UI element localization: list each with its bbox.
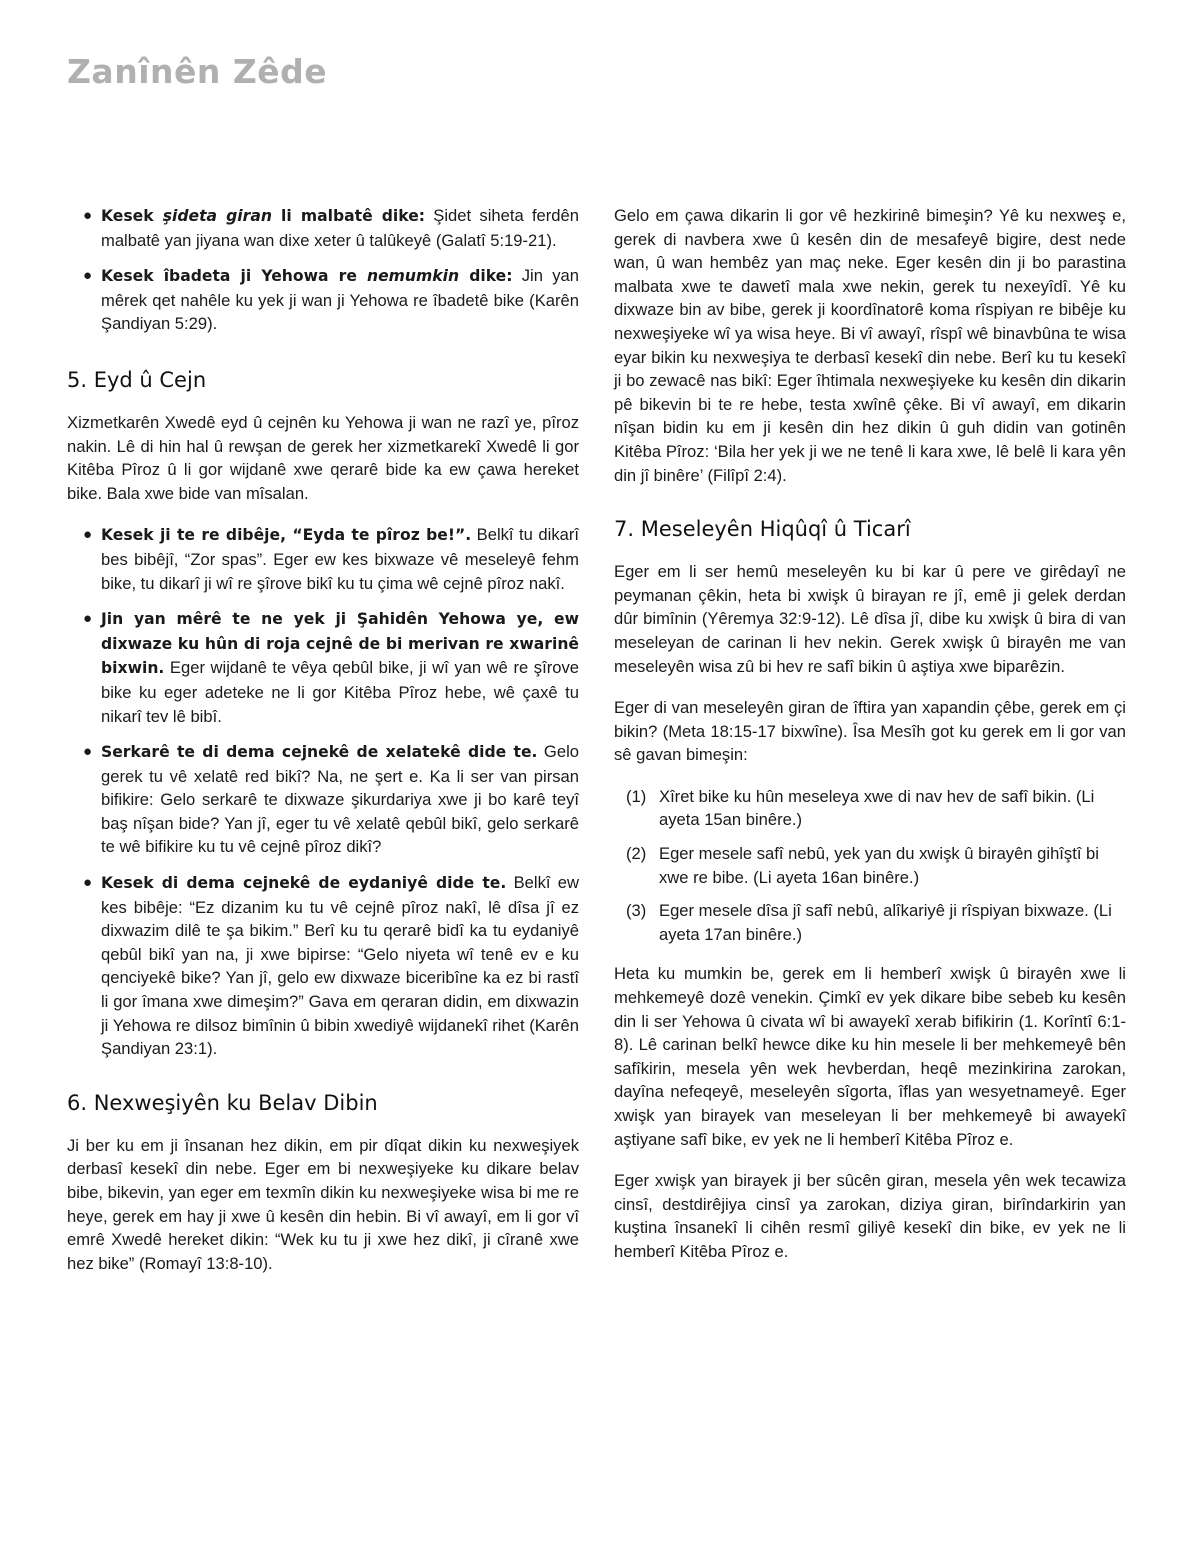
paragraph: Ji ber ku em ji însanan hez dikin, em pir dîqat dikin ku nexweşiyek derbasî kesekî din nebe. Eger em bi nexweşiyeke ku dikare belav bibe, bikevin, yan eger em texmîn dikin ku nexweşiyeke wisa bi me re heye, gerek em hay ji xwe û kesên din hebin. Bi vî awayî, em li gor vî emrê Xwedê hereket dikin: “Wek ku tu ji xwe hez dikî, ji cîranê xwe hez bike” (Romayî 13:8-10). [67,1135,579,1273]
bullet-lead: Kesek ji te re dibêje, “Eyda te pîroz be!”. [101,526,472,545]
bullet-icon: ● [83,267,93,285]
list-item [81,740,579,859]
bullet-lead: Serkarê te di dema cejnekê de xelatekê dide te. [101,743,538,762]
list-item [626,842,1126,889]
bullet-text: Eger wijdanê te vêya qebûl bike, ji wî yan wê re şîrove bike ku eger adeteke ne li gor Kitêba Pîroz hebe, wê çaxê tu nikarî tev lê bibî. [101,658,579,726]
section-heading: 6. Nexweşiyên ku Belav Dibin [67,1090,378,1115]
list-item [81,607,579,728]
step-text: Eger mesele safî nebû, yek yan du xwişk û birayên gihîştî bi xwe re bibe. (Li ayeta 16an binêre.) [659,844,1099,887]
bullet-lead: Jin yan mêrê te ne yek ji Şahidên Yehowa ye, ew dixwaze ku hûn di roja cejnê de bi merivan re xwarinê bixwin. [101,610,579,678]
paragraph: Eger xwişk yan birayek ji ber sûcên giran, mesela yên wek tecawiza cinsî, destdirêjiya cinsî ya zarokan, diziya giran, birîndarkirin yan kuştina însanekî li cihên resmî giliyê kesekî din bike, ev yek ne li hemberî Kitêba Pîroz e. [614,1171,1126,1261]
bullet-lead: Kesek şideta giran li malbatê dike: [101,207,426,225]
list-item [81,264,579,336]
list-item [81,871,579,1061]
section-heading: 7. Meseleyên Hiqûqî û Ticarî [614,517,911,542]
list-item [81,204,579,252]
section-heading: 5. Eyd û Cejn [67,367,207,392]
bullet-text: Şidet siheta ferdên malbatê yan jiyana wan dixe xeter û talûkeyê (Galatî 5:19-21). [101,206,579,250]
step-number: (2) [626,844,647,864]
bullet-icon: ● [83,207,93,224]
bullet-text: Gelo gerek tu vê xelatê red bikî? Na, ne şert e. Ka li ser van pirsan bifikire: Gelo serkarê te dixwaze şikurdariya xwe ji bo karê teyî baş nîşan bide? Yan jî, eger tu vê xelatê qebûl bikî, gelo serkarê te wê bifikire ku tu vê cejnê pîroz dikî? [101,742,579,857]
paragraph: Eger em li ser hemû meseleyên ku bi kar û pere ve girêdayî ne peymanan çêkin, heta bi xwişk û birayan re jî, emê ji gelek derdan dûr bimînin (Yêremya 32:9-12). Lê dîsa jî, dibe ku xwişk û bira di van meseleyan de carinan li hev nekin. Gerek xwişk û birayên me van meseleyên wisa zû bi hev re safî bikin û aştiya xwe biparêzin. [614,562,1126,676]
bullet-icon: ● [83,874,93,892]
step-number: (1) [626,786,647,806]
bullet-lead: Kesek di dema cejnekê de eydaniyê dide te. [101,874,507,893]
right-column [614,204,1126,1282]
bullet-icon: ● [83,743,93,761]
section5-bullet-list [67,523,579,1060]
bullet-text: Belkî tu dikarî bes bibêjî, “Zor spas”. Eger ew kes bixwaze vê meseleyê fehm bike, tu dikarî ji wî re şîrove bikî ku tu çima wê cejnê pîroz nakî. [101,525,579,593]
bullet-icon: ● [83,610,93,628]
bullet-text: Belkî ew kes bibêje: “Ez dizanim ku tu vê cejnê pîroz nakî, lê dîsa jî ez dixwazim dilê te şa bikim.” Berî ku tu qerarê bidî ka tu eydaniyê qebûl bikî yan na, ji xwe bipirse: “Gelo niyeta wî tenê ev e ku qenciyekê bike? Yan jî, gelo ew dixwaze biceribîne ka ez bi rastî li gor îmana xwe dimeşim?” Gava em qeraran didin, em dixwazin ji Yehowa re dilsoz bimînin û bibin xwediyê wijdanekî rihet (Karên Şandiyan 23:1). [101,873,579,1059]
running-title: Zanînên Zêde [67,52,328,91]
step-number: (3) [626,901,647,921]
list-item [626,899,1126,946]
paragraph: Gelo em çawa dikarin li gor vê hezkirinê bimeşin? Yê ku nexweş e, gerek di navbera xwe û kesên din de mesafeyê bigire, dest nede wan, û wan hembêz yan maç neke. Eger kesên din ji bo parastina malbata xwe te dawetî mala xwe nekin, gerek tu nexeyîdî. Yê ku dixwaze bin av bibe, gerek ji koordînatorê koma rîspiyan re bibêje ku nexweşiyeke wî ya wisa heye. Bi vî awayî, rîspî wê binavbûna te wisa eyar bikin ku nexweşiya te derbasî kesekî din nebe. Berî ku tu kesekî ji bo zewacê nas bikî: Eger îhtimala nexweşiyeke ku kesên din dikarin pê bikevin bi te re hebe, testa xwînê çêke. Bi vî awayî, em dikarin nîşan bidin ku em ji kesên din hez dikin û guh didin van gotinên Kitêba Pîroz: ‘Bila her yek ji we ne tenê li kara xwe, lê belê li kara yên din jî binêre’ (Filîpî 2:4). [614,206,1126,485]
list-item [626,785,1126,832]
bullet-icon: ● [83,526,93,544]
step-text: Eger mesele dîsa jî safî nebû, alîkariyê ji rîspiyan bixwaze. (Li ayeta 17an binêre.) [659,901,1112,944]
intro-bullet-list [67,204,579,336]
step-text: Xîret bike ku hûn meseleya xwe di nav hev de safî bikin. (Li ayeta 15an binêre.) [659,786,1095,830]
list-item [81,523,579,595]
paragraph: Heta ku mumkin be, gerek em li hemberî xwişk û birayên xwe li mehkemeyê dozê venekin. Çimkî ev yek dikare bibe sebeb ku kesên din li ser Yehowa û civata wî bi awayekî xerab bifikirin (1. Korîntî 6:1-8). Lê carinan belkî hewce dike ku hin mesele li ber mehkemeyê bên safîkirin, mesela yên wek hevberdan, heqê mezinkirina zarokan, dayîna nefeqeyê, meseleyên sîgorta, îflas yan wesyetnameyê. Eger xwişk yan birayek van meseleyan li ber mehkemeyê bi awayekî aştiyane safî bike, ev yek ne li hemberî Kitêba Pîroz e. [614,964,1126,1149]
paragraph: Eger di van meseleyên giran de îftira yan xapandin çêbe, gerek em çi bikin? (Meta 18:15-17 bixwîne). Îsa Mesîh got ku gerek em li gor van sê gavan bimeşin: [614,698,1126,765]
bullet-lead: Kesek îbadeta ji Yehowa re nemumkin dike: [101,267,513,286]
steps-list [614,785,1126,947]
paragraph: Xizmetkarên Xwedê eyd û cejnên ku Yehowa ji wan ne razî ye, pîroz nakin. Lê di hin hal û rewşan de gerek her xizmetkarekî Xwedê li gor Kitêba Pîroz û li gor wijdanê xwe qerarê bide ka ew çawa hereket bike. Bala xwe bide van mîsalan. [67,412,579,503]
bullet-text: Jin yan mêrek qet nahêle ku yek ji wan ji Yehowa re îbadetê bike (Karên Şandiyan 5:29). [101,266,579,334]
left-column [67,204,579,1293]
